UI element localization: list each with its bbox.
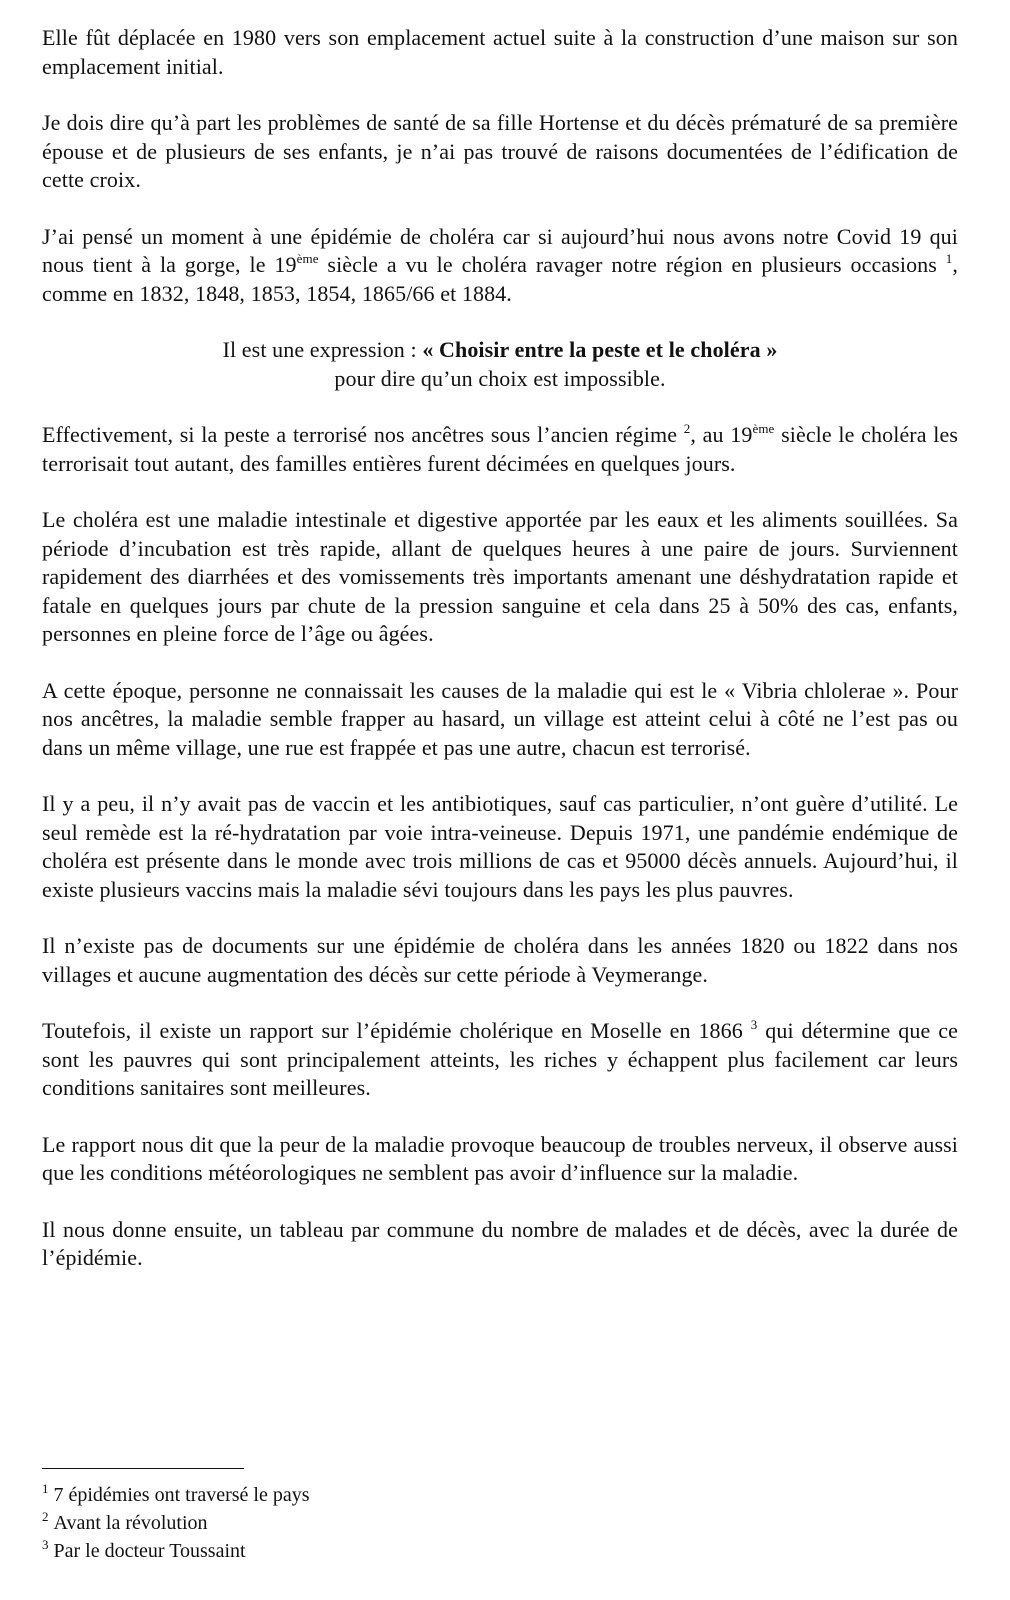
quote-intro: Il est une expression :	[222, 337, 423, 362]
text-segment: qui détermine que ce sont les pauvres qui sont principalement atteints, les riches y échappent plus facilement car leurs conditions sanitaires sont meilleures.	[42, 1018, 958, 1100]
paragraph-no-records: Il n’existe pas de documents sur une épidémie de choléra dans les années 1820 ou 1822 dans nos villages et aucune augmentation des décès sur cette période à Veymerange.	[42, 933, 958, 987]
footnote-number: 2	[42, 1509, 49, 1525]
document-body	[42, 24, 958, 1301]
footnote-3	[42, 1537, 958, 1565]
paragraph-report-table: Il nous donne ensuite, un tableau par commune du nombre de malades et de décès, avec la durée de l’épidémie.	[42, 1216, 958, 1270]
text-segment: Toutefois, il existe un rapport sur l’épidémie cholérique en Moselle en 1866	[42, 1018, 751, 1043]
text-segment: J’ai pensé un moment à une épidémie de choléra car si aujourd’hui nous avons notre Covid 19 qui nous tient à la gorge, le 19	[42, 223, 958, 277]
paragraph-treatment: Il y a peu, il n’y avait pas de vaccin et les antibiotiques, sauf cas particulier, n’ont guère d’utilité. Le seul remède est la ré-hydratation par voie intra-veineuse. Depuis 1971, une pandémie endémique de choléra est présente dans le monde avec trois millions de cas et 95000 décès annuels. Aujourd’hui, il existe plusieurs vaccins mais la maladie sévi toujours dans les pays les plus pauvres.	[42, 791, 958, 902]
superscript-eme: ème	[752, 420, 775, 436]
quote-block	[42, 336, 958, 393]
footnote-text: Par le docteur Toussaint	[53, 1540, 246, 1562]
quote-line2: pour dire qu’un choix est impossible.	[334, 365, 666, 391]
footnote-ref-3[interactable]: 3	[750, 1016, 758, 1032]
footnote-ref-2[interactable]: 2	[683, 420, 691, 436]
paragraph-relocation: Elle fût déplacée en 1980 vers son emplacement actuel suite à la construction d’une maison sur son emplacement initial.	[42, 25, 958, 79]
footnote-1	[42, 1481, 958, 1509]
quote-phrase: « Choisir entre la peste et le choléra »	[422, 337, 778, 362]
text-segment: , au 19	[690, 422, 753, 447]
paragraph-cholera-hypothesis	[42, 223, 958, 309]
footnote-text: 7 épidémies ont traversé le pays	[53, 1484, 310, 1506]
paragraph-report-1866	[42, 1017, 958, 1103]
superscript-eme: ème	[296, 250, 319, 266]
text-segment: siècle le choléra les terrorisait tout autant, des familles entières furent décimées en quelques jours.	[42, 422, 959, 476]
footnote-text: Avant la révolution	[53, 1512, 208, 1534]
paragraph-report-findings: Le rapport nous dit que la peur de la maladie provoque beaucoup de troubles nerveux, il observe aussi que les conditions météorologiques ne semblent pas avoir d’influence sur la maladie.	[42, 1131, 958, 1185]
footnote-divider	[42, 1468, 244, 1469]
footnote-number: 1	[42, 1481, 49, 1497]
footnotes-section	[42, 1468, 958, 1565]
paragraph-no-documented-reasons: Je dois dire qu’à part les problèmes de santé de sa fille Hortense et du décès prématuré de sa première épouse et de plusieurs de ses enfants, je n’ai pas trouvé de raisons documentées de l’édification de cette croix.	[42, 110, 958, 192]
paragraph-causes-unknown: A cette époque, personne ne connaissait les causes de la maladie qui est le « Vibria chlolerae ». Pour nos ancêtres, la maladie semble frapper au hasard, un village est atteint celui à côté ne l’est pas ou dans un même village, une rue est frappée et pas une autre, chacun est terrorisé.	[42, 677, 958, 760]
footnote-2	[42, 1509, 958, 1537]
paragraph-plague-comparison	[42, 421, 958, 478]
footnote-ref-1[interactable]: 1	[945, 250, 953, 266]
footnote-number: 3	[42, 1537, 49, 1553]
text-segment: Effectivement, si la peste a terrorisé nos ancêtres sous l’ancien régime	[42, 422, 684, 447]
text-segment: , comme en 1832, 1848, 1853, 1854, 1865/66 et 1884.	[42, 252, 958, 306]
paragraph-cholera-description: Le choléra est une maladie intestinale et digestive apportée par les eaux et les aliments souillées. Sa période d’incubation est très rapide, allant de quelques heures à une paire de jours. Surviennent rapidement des diarrhées et des vomissements très importants amenant une déshydratation rapide et fatale en quelques jours par chute de la pression sanguine et cela dans 25 à 50% des cas, enfants, personnes en pleine force de l’âge ou âgées.	[42, 507, 958, 646]
text-segment: siècle a vu le choléra ravager notre région en plusieurs occasions	[318, 252, 946, 277]
